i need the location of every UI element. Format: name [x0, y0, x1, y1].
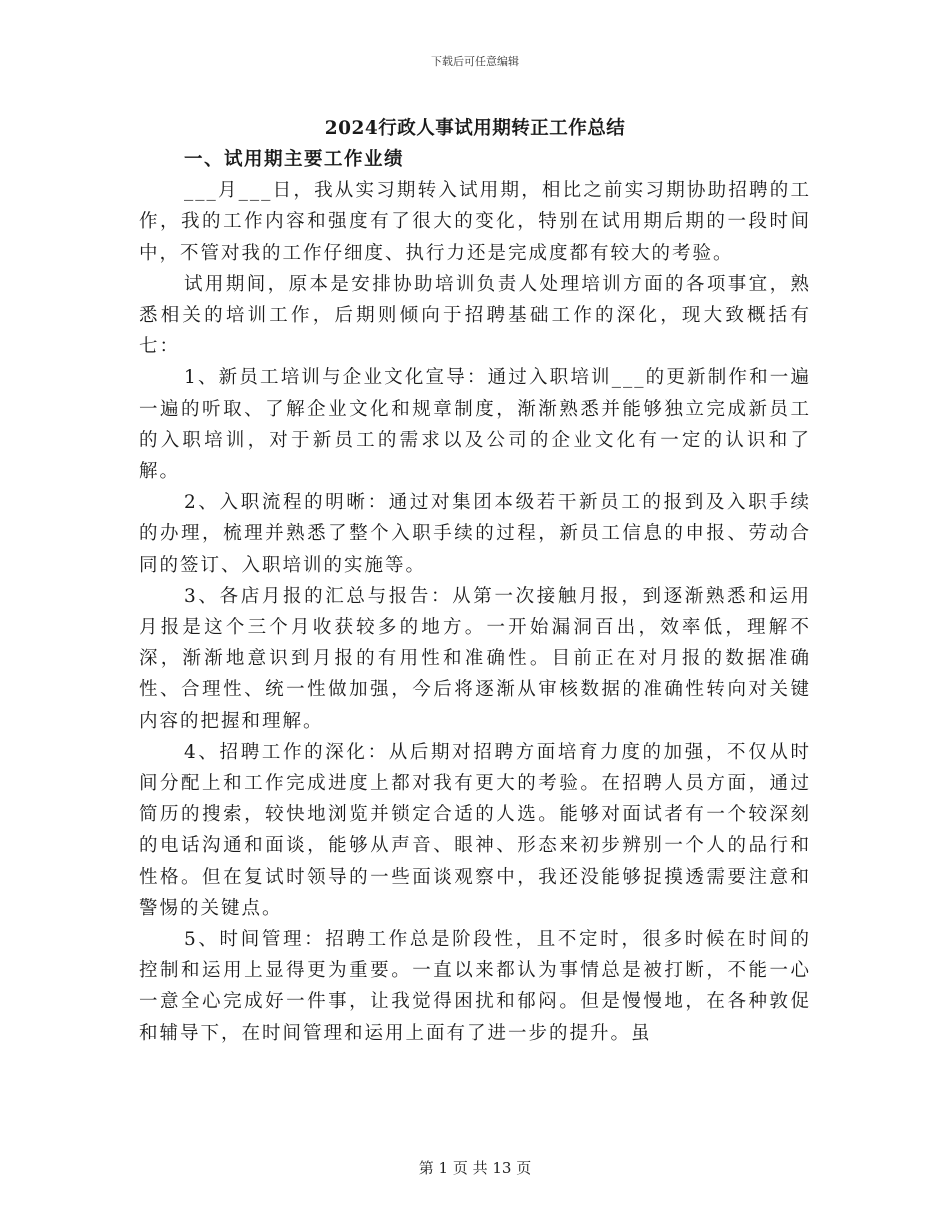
- paragraph-overview: 试用期间，原本是安排协助培训负责人处理培训方面的各项事宜，熟悉相关的培训工作，后期则倾向于招聘基础工作的深化，现大致概括有七：: [139, 273, 811, 358]
- paragraph-item-3: 3、各店月报的汇总与报告：从第一次接触月报，到逐渐熟悉和运用月报是这个三个月收获较多的地方。一开始漏洞百出，效率低，理解不深，渐渐地意识到月报的有用性和准确性。目前正在对月报的数据准确性、合理性、统一性做加强，今后将逐渐从审核数据的准确性转向对关键内容的把握和理解。: [139, 585, 811, 732]
- document-title: 2024行政人事试用期转正工作总结: [324, 118, 626, 139]
- paragraph-item-1: 1、新员工培训与企业文化宣导：通过入职培训___的更新制作和一遍一遍的听取、了解企业文化和规章制度，渐渐熟悉并能够独立完成新员工的入职培训，对于新员工的需求以及公司的企业文化有一定的认识和了解。: [139, 367, 811, 483]
- page-footer: 第 1 页 共 13 页: [418, 1159, 532, 1177]
- section-heading: 一、试用期主要工作业绩: [184, 149, 405, 170]
- document-body: [139, 144, 811, 1049]
- paragraph-item-5: 5、时间管理：招聘工作总是阶段性，且不定时，很多时候在时间的控制和运用上显得更为重要。一直以来都认为事情总是被打断，不能一心一意全心完成好一件事，让我觉得困扰和郁闷。但是慢慢地，在各种敦促和辅导下，在时间管理和运用上面有了进一步的提升。虽: [139, 929, 811, 1044]
- paragraph-item-2: 2、入职流程的明晰：通过对集团本级若干新员工的报到及入职手续的办理，梳理并熟悉了整个入职手续的过程，新员工信息的申报、劳动合同的签订、入职培训的实施等。: [139, 492, 811, 576]
- paragraph-intro: ___月___日，我从实习期转入试用期，相比之前实习期协助招聘的工作，我的工作内容和强度有了很大的变化，特别在试用期后期的一段时间中，不管对我的工作仔细度、执行力还是完成度都有较大的考验。: [139, 180, 811, 264]
- paragraph-item-4: 4、招聘工作的深化：从后期对招聘方面培育力度的加强，不仅从时间分配上和工作完成进度上都对我有更大的考验。在招聘人员方面，通过简历的搜索，较快地浏览并锁定合适的人选。能够对面试者有一个较深刻的电话沟通和面谈，能够从声音、眼神、形态来初步辨别一个人的品行和性格。但在复试时领导的一些面谈观察中，我还没能够捉摸透需要注意和警惕的关键点。: [139, 741, 811, 919]
- header-note: 下载后可任意编辑: [431, 55, 519, 68]
